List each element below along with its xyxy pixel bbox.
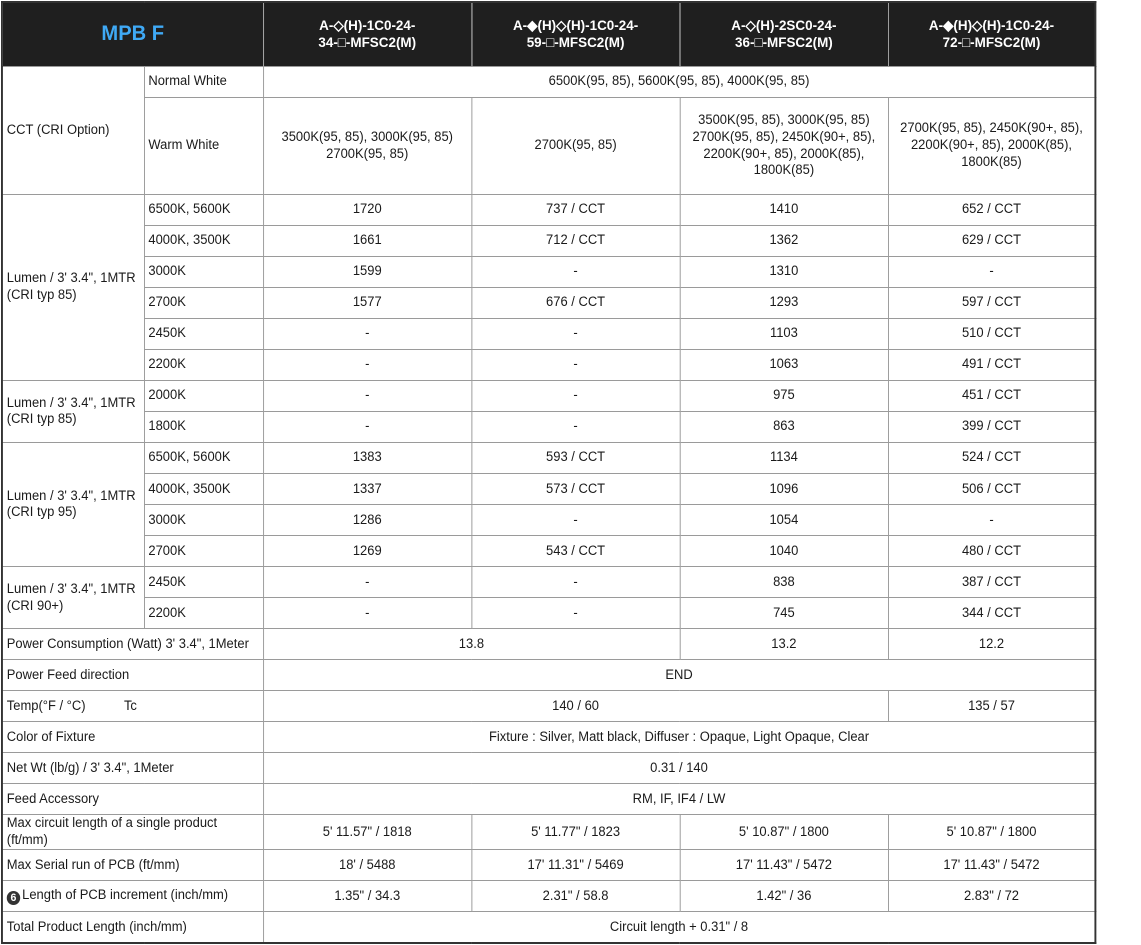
model-header-3: A-◇(H)-2SC0-24- 36-□-MFSC2(M) [680,2,888,66]
lumen-value: 1054 [680,504,888,535]
cct-row-label: 4000K, 3500K [144,473,263,504]
lumen-value: - [471,598,679,629]
lumen-value: 1063 [680,349,888,380]
feed-accessory-label: Feed Accessory [2,784,263,815]
lumen-value: 524 / CCT [888,442,1095,473]
cct-row-label: 6500K, 5600K [144,442,263,473]
max-serial-run-value: 17' 11.31" / 5469 [471,850,679,881]
lumen-value: - [888,504,1095,535]
lumen-value: - [263,411,471,442]
lumen-value: - [471,256,679,287]
lumen-value: 510 / CCT [888,318,1095,349]
power-feed-direction-label: Power Feed direction [2,660,263,691]
lumen-value: 491 / CCT [888,349,1095,380]
cct-row-label: 3000K [144,256,263,287]
cct-row-label: 2700K [144,287,263,318]
warm-white-value-4: 2700K(95, 85), 2450K(90+, 85), 2200K(90+, 85), 2000K(85), 1800K(85) [888,97,1095,194]
power-feed-direction-value: END [263,660,1095,691]
cct-row-label: 2700K [144,536,263,567]
number-badge-icon: 6 [7,891,20,905]
lumen-value: - [263,349,471,380]
cct-row-label: 2200K [144,598,263,629]
lumen-value: 863 [680,411,888,442]
max-circuit-length-value: 5' 11.57" / 1818 [263,815,471,850]
lumen-value: - [471,567,679,598]
lumen-value: 1293 [680,287,888,318]
lumen-value: 1096 [680,473,888,504]
cct-row-label: 3000K [144,504,263,535]
lumen-value: 597 / CCT [888,287,1095,318]
lumen-value: 593 / CCT [471,442,679,473]
pcb-increment-value: 2.31" / 58.8 [471,881,679,912]
lumen-value: 1040 [680,536,888,567]
max-serial-run-value: 18' / 5488 [263,850,471,881]
temperature-value-4: 135 / 57 [888,691,1095,722]
temperature-value-1-3: 140 / 60 [263,691,888,722]
lumen-group-label: Lumen / 3' 3.4", 1MTR (CRI typ 85) [2,194,144,380]
lumen-value: - [263,567,471,598]
lumen-value: 344 / CCT [888,598,1095,629]
power-consumption-value-1-2: 13.8 [263,629,680,660]
model-header-4: A-◆(H)◇(H)-1C0-24- 72-□-MFSC2(M) [888,2,1095,66]
normal-white-value: 6500K(95, 85), 5600K(95, 85), 4000K(95, 85) [263,66,1095,97]
lumen-value: - [263,318,471,349]
tc-label: Tc [123,697,137,713]
cct-label: CCT (CRI Option) [2,66,144,194]
power-consumption-value-4: 12.2 [888,629,1095,660]
warm-white-value-2: 2700K(95, 85) [471,97,679,194]
lumen-value: - [471,380,679,411]
lumen-value: 1134 [680,442,888,473]
lumen-value: 975 [680,380,888,411]
total-product-length-value: Circuit length + 0.31" / 8 [263,912,1095,943]
warm-white-value-3: 3500K(95, 85), 3000K(95, 85) 2700K(95, 85), 2450K(90+, 85), 2200K(90+, 85), 2000K(85), 1800K(85) [680,97,888,194]
lumen-value: 506 / CCT [888,473,1095,504]
lumen-value: 737 / CCT [471,194,679,225]
max-circuit-length-value: 5' 11.77" / 1823 [471,815,679,850]
lumen-value: - [471,411,679,442]
lumen-value: - [471,504,679,535]
lumen-value: - [471,349,679,380]
max-serial-run-value: 17' 11.43" / 5472 [680,850,888,881]
lumen-value: 543 / CCT [471,536,679,567]
lumen-value: - [263,380,471,411]
lumen-value: 1269 [263,536,471,567]
lumen-value: 1720 [263,194,471,225]
pcb-increment-value: 1.35" / 34.3 [263,881,471,912]
lumen-value: 1362 [680,225,888,256]
lumen-value: - [263,598,471,629]
lumen-value: 480 / CCT [888,536,1095,567]
lumen-value: 1337 [263,473,471,504]
total-product-length-label: Total Product Length (inch/mm) [2,912,263,943]
fixture-color-label: Color of Fixture [2,722,263,753]
net-weight-value: 0.31 / 140 [263,753,1095,784]
lumen-group-label: Lumen / 3' 3.4", 1MTR (CRI 90+) [2,567,144,629]
max-circuit-length-value: 5' 10.87" / 1800 [888,815,1095,850]
pcb-increment-value: 1.42" / 36 [680,881,888,912]
max-serial-run-value: 17' 11.43" / 5472 [888,850,1095,881]
power-consumption-label: Power Consumption (Watt) 3' 3.4", 1Meter [2,629,263,660]
cct-row-label: 1800K [144,411,263,442]
warm-white-label: Warm White [144,97,263,194]
lumen-value: 1599 [263,256,471,287]
lumen-value: 676 / CCT [471,287,679,318]
lumen-value: 1410 [680,194,888,225]
lumen-value: 838 [680,567,888,598]
lumen-value: 1383 [263,442,471,473]
lumen-value: - [471,318,679,349]
net-weight-label: Net Wt (lb/g) / 3' 3.4", 1Meter [2,753,263,784]
lumen-value: 652 / CCT [888,194,1095,225]
fixture-color-value: Fixture : Silver, Matt black, Diffuser : Opaque, Light Opaque, Clear [263,722,1095,753]
lumen-value: 573 / CCT [471,473,679,504]
lumen-value: 387 / CCT [888,567,1095,598]
feed-accessory-value: RM, IF, IF4 / LW [263,784,1095,815]
lumen-value: 629 / CCT [888,225,1095,256]
cct-row-label: 6500K, 5600K [144,194,263,225]
model-header-1: A-◇(H)-1C0-24- 34-□-MFSC2(M) [263,2,471,66]
cct-row-label: 2000K [144,380,263,411]
normal-white-label: Normal White [144,66,263,97]
lumen-group-label: Lumen / 3' 3.4", 1MTR (CRI typ 95) [2,442,144,566]
lumen-value: 451 / CCT [888,380,1095,411]
power-consumption-value-3: 13.2 [680,629,888,660]
temperature-label: Temp(°F / °C) Tc [2,691,263,722]
pcb-increment-value: 2.83" / 72 [888,881,1095,912]
lumen-value: 399 / CCT [888,411,1095,442]
lumen-value: 1103 [680,318,888,349]
spec-table [1,1,1096,944]
lumen-value: 1577 [263,287,471,318]
cct-row-label: 4000K, 3500K [144,225,263,256]
pcb-increment-label: 6 Length of PCB increment (inch/mm) [2,881,263,912]
cct-row-label: 2450K [144,318,263,349]
max-serial-run-label: Max Serial run of PCB (ft/mm) [2,850,263,881]
brand-title: MPB F [2,2,263,66]
max-circuit-length-label: Max circuit length of a single product (ft/mm) [2,815,263,850]
lumen-value: 1310 [680,256,888,287]
warm-white-value-1: 3500K(95, 85), 3000K(95, 85) 2700K(95, 85) [263,97,471,194]
lumen-value: 712 / CCT [471,225,679,256]
lumen-group-label: Lumen / 3' 3.4", 1MTR (CRI typ 85) [2,380,144,442]
lumen-value: 1661 [263,225,471,256]
lumen-value: 745 [680,598,888,629]
cct-row-label: 2450K [144,567,263,598]
max-circuit-length-value: 5' 10.87" / 1800 [680,815,888,850]
lumen-value: 1286 [263,504,471,535]
model-header-2: A-◆(H)◇(H)-1C0-24- 59-□-MFSC2(M) [471,2,679,66]
lumen-value: - [888,256,1095,287]
cct-row-label: 2200K [144,349,263,380]
